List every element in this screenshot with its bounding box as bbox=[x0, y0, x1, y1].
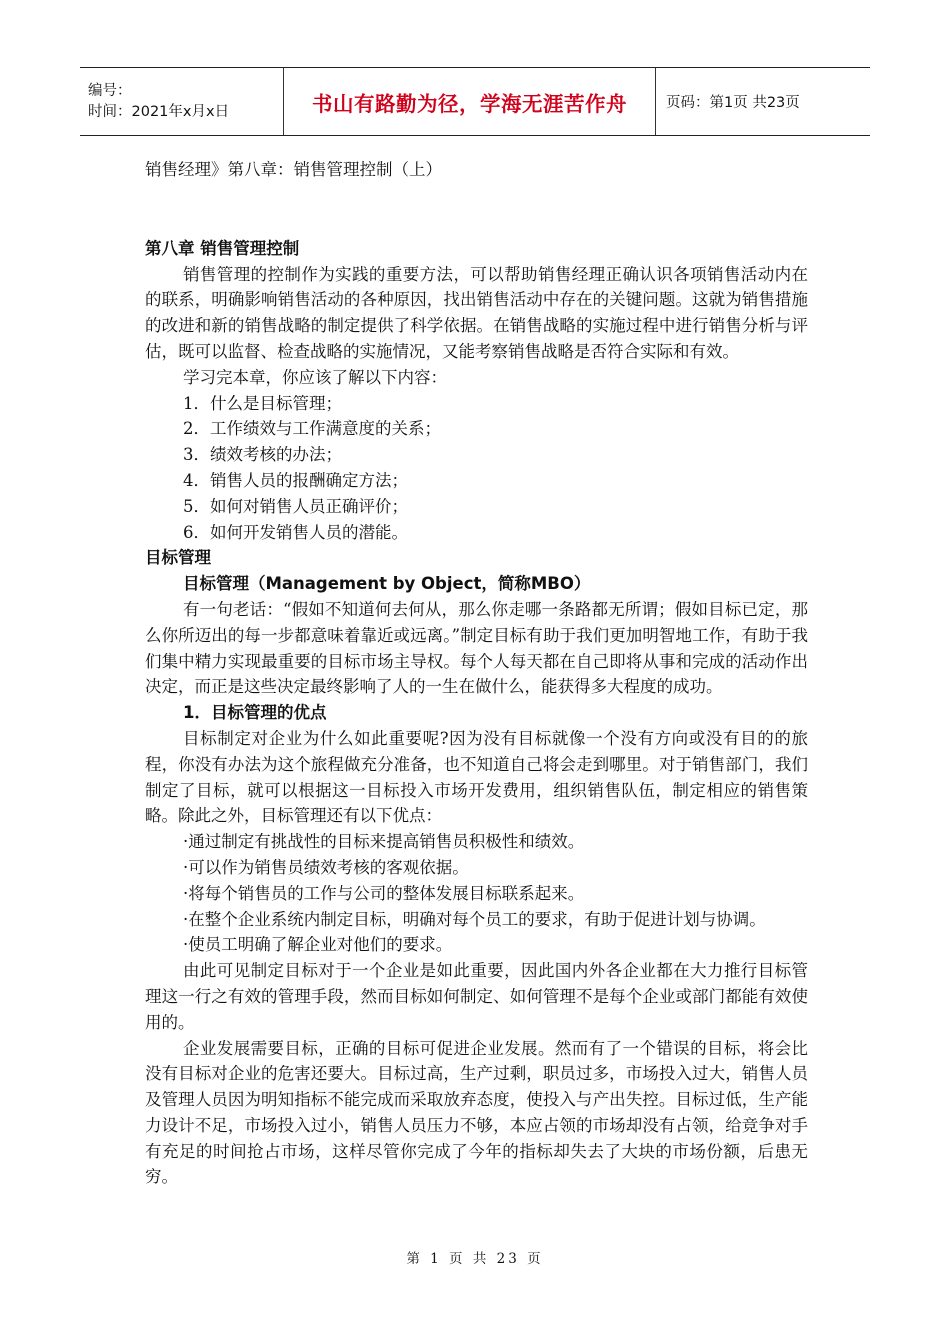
advantage-bullet: ·在整个企业系统内制定目标，明确对每个员工的要求，有助于促进计划与协调。 bbox=[183, 909, 766, 929]
header-page-info: 页码：第1页 共23页 bbox=[666, 95, 800, 111]
learning-item: 5．如何对销售人员正确评价； bbox=[183, 496, 408, 516]
header-meta bbox=[80, 68, 283, 135]
advantages-paragraph: 目标制定对企业为什么如此重要呢?因为没有目标就像一个没有方向或没有目的的旅程，你没有办法为这个旅程做充分准备，也不知道自己将会走到哪里。对于销售部门，我们制定了目标，就可以根据这一目标投入市场开发费用，组织销售队伍，制定相应的销售策略。除此之外，目标管理还有以下优点： bbox=[145, 728, 808, 826]
number-label: 编号： bbox=[88, 82, 132, 99]
document-header bbox=[80, 67, 870, 136]
time-label: 时间：2021年x月x日 bbox=[88, 103, 230, 120]
advantage-bullet: ·可以作为销售员绩效考核的客观依据。 bbox=[183, 857, 469, 877]
page-footer: 第 1 页 共 23 页 bbox=[406, 1251, 544, 1267]
subsection-heading: 目标管理（Management by Object，简称MBO） bbox=[183, 574, 591, 594]
chapter-heading: 第八章 销售管理控制 bbox=[145, 238, 300, 258]
advantage-bullet: ·通过制定有挑战性的目标来提高销售员积极性和绩效。 bbox=[183, 832, 585, 852]
quote-paragraph: 有一句老话：“假如不知道何去何从，那么你走哪一条路都无所谓；假如目标已定，那么你所迈出的每一步都意味着靠近或远离。”制定目标有助于我们更加明智地工作，有助于我们集中精力实现最重要的目标市场主导权。每个人每天都在自己即将从事和完成的活动作出决定，而正是这些决定最终影响了人的一生在做什么，能获得多大程度的成功。 bbox=[145, 599, 808, 697]
advantages-heading: 1．目标管理的优点 bbox=[183, 703, 327, 723]
learning-item: 6．如何开发销售人员的潜能。 bbox=[183, 522, 408, 542]
learning-item: 3．绩效考核的办法； bbox=[183, 445, 342, 465]
intro-paragraph: 销售管理的控制作为实践的重要方法，可以帮助销售经理正确认识各项销售活动内在的联系，明确影响销售活动的各种原因，找出销售活动中存在的关键问题。这就为销售措施的改进和新的销售战略的制定提供了科学依据。在销售战略的实施过程中进行销售分析与评估，既可以监督、检查战略的实施情况，又能考察销售战略是否符合实际和有效。 bbox=[145, 264, 808, 361]
advantage-bullet: ·将每个销售员的工作与公司的整体发展目标联系起来。 bbox=[183, 883, 585, 903]
document-body bbox=[145, 157, 808, 1190]
learning-item: 4．销售人员的报酬确定方法； bbox=[183, 470, 408, 490]
document-title: 销售经理》第八章：销售管理控制（上） bbox=[145, 160, 442, 179]
learning-item: 1．什么是目标管理； bbox=[183, 393, 342, 413]
risk-paragraph: 企业发展需要目标，正确的目标可促进企业发展。然而有了一个错误的目标，将会比没有目标对企业的危害还要大。目标过高，生产过剩，职员过多，市场投入过大，销售人员及管理人员因为明知指标不能完成而采取放弃态度，使投入与产出失控。目标过低，生产能力设计不足，市场投入过小，销售人员压力不够，本应占领的市场却没有占领，给竞争对手有充足的时间抢占市场，这样尽管你完成了今年的指标却失去了大块的市场份额，后患无穷。 bbox=[145, 1038, 808, 1187]
learning-item: 2．工作绩效与工作满意度的关系； bbox=[183, 419, 441, 439]
header-motto: 书山有路勤为径，学海无涯苦作舟 bbox=[283, 68, 656, 135]
section-heading: 目标管理 bbox=[145, 548, 211, 568]
learning-intro: 学习完本章，你应该了解以下内容： bbox=[183, 367, 447, 387]
advantage-bullet: ·使员工明确了解企业对他们的要求。 bbox=[183, 935, 453, 955]
importance-paragraph: 由此可见制定目标对于一个企业是如此重要，因此国内外各企业都在大力推行目标管理这一行之有效的管理手段，然而目标如何制定、如何管理不是每个企业或部门都能有效使用的。 bbox=[145, 961, 808, 1032]
